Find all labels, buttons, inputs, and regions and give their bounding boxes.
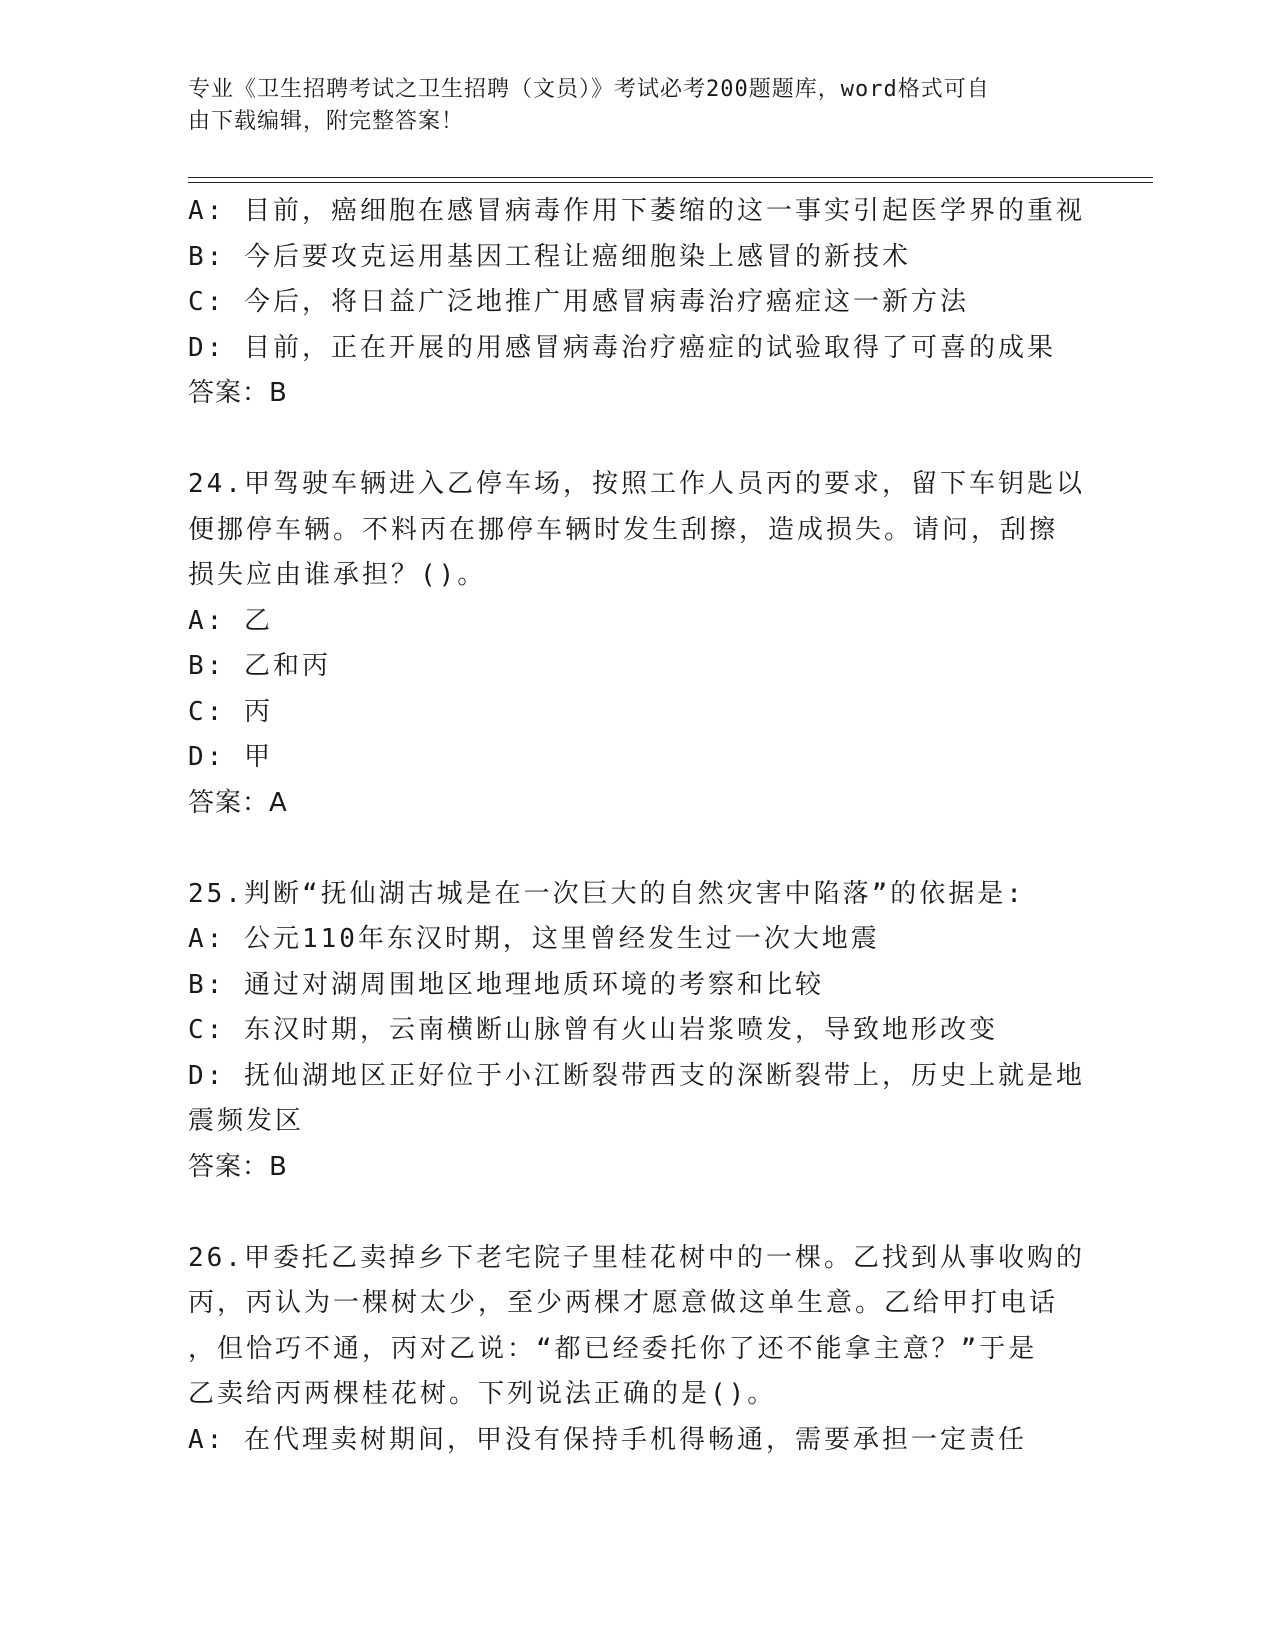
option-a: A: 目前，癌细胞在感冒病毒作用下萎缩的这一事实引起医学界的重视 <box>188 196 1085 226</box>
document-header <box>188 74 1068 138</box>
option-c: C: 丙 <box>188 696 273 727</box>
question-stem-line: 26.甲委托乙卖掉乡下老宅院子里桂花树中的一棵。乙找到从事收购的 <box>188 1242 1085 1273</box>
question-stem-line: 24.甲驾驶车辆进入乙停车场，按照工作人员丙的要求，留下车钥匙以 <box>188 469 1085 499</box>
answer: 答案：B <box>188 378 288 408</box>
question-stem-line: 乙卖给丙两棵桂花树。下列说法正确的是()。 <box>188 1379 777 1409</box>
option-b: B: 乙和丙 <box>188 651 331 681</box>
question-23 <box>188 189 1085 417</box>
question-list <box>188 189 1085 1463</box>
option-d: D: 目前，正在开展的用感冒病毒治疗癌症的试验取得了可喜的成果 <box>188 332 1056 363</box>
header-line-1: 专业《卫生招聘考试之卫生招聘（文员）》考试必考200题题库，word格式可自 <box>188 77 990 102</box>
question-stem-line: 丙，丙认为一棵树太少，至少两棵才愿意做这单生意。乙给甲打电话 <box>188 1288 1059 1318</box>
question-stem-line: ，但恰巧不通，丙对乙说：“都已经委托你了还不能拿主意？”于是 <box>188 1333 1038 1364</box>
option-a: A: 公元110年东汉时期，这里曾经发生过一次大地震 <box>188 924 880 954</box>
header-line-2: 由下载编辑，附完整答案！ <box>188 109 465 134</box>
option-a: A: 在代理卖树期间，甲没有保持手机得畅通，需要承担一定责任 <box>188 1424 1027 1455</box>
option-d: D: 抚仙湖地区正好位于小江断裂带西支的深断裂带上，历史上就是地 <box>188 1060 1085 1091</box>
question-stem-line: 损失应由谁承担？()。 <box>188 560 487 590</box>
option-d: D: 甲 <box>188 742 273 772</box>
option-a: A: 乙 <box>188 605 273 636</box>
question-stem-line: 25.判断“抚仙湖古城是在一次巨大的自然灾害中陷落”的依据是: <box>188 878 1025 909</box>
answer: 答案：B <box>188 1151 288 1182</box>
spacer <box>188 1190 1078 1236</box>
option-b: B: 今后要攻克运用基因工程让癌细胞染上感冒的新技术 <box>188 241 911 272</box>
spacer <box>188 417 1078 463</box>
question-24 <box>188 462 1085 826</box>
spacer <box>188 826 1078 872</box>
header-divider <box>188 177 1153 183</box>
option-c: C: 东汉时期，云南横断山脉曾有火山岩浆喷发，导致地形改变 <box>188 1015 998 1045</box>
option-d-continued: 震频发区 <box>188 1106 305 1136</box>
option-b: B: 通过对湖周围地区地理地质环境的考察和比较 <box>188 969 824 1000</box>
option-c: C: 今后，将日益广泛地推广用感冒病毒治疗癌症这一新方法 <box>188 287 969 317</box>
question-26 <box>188 1236 1085 1464</box>
answer: 答案：A <box>188 787 288 818</box>
question-stem-line: 便挪停车辆。不料丙在挪停车辆时发生刮擦，造成损失。请问，刮擦 <box>188 514 1059 545</box>
question-25 <box>188 872 1085 1191</box>
